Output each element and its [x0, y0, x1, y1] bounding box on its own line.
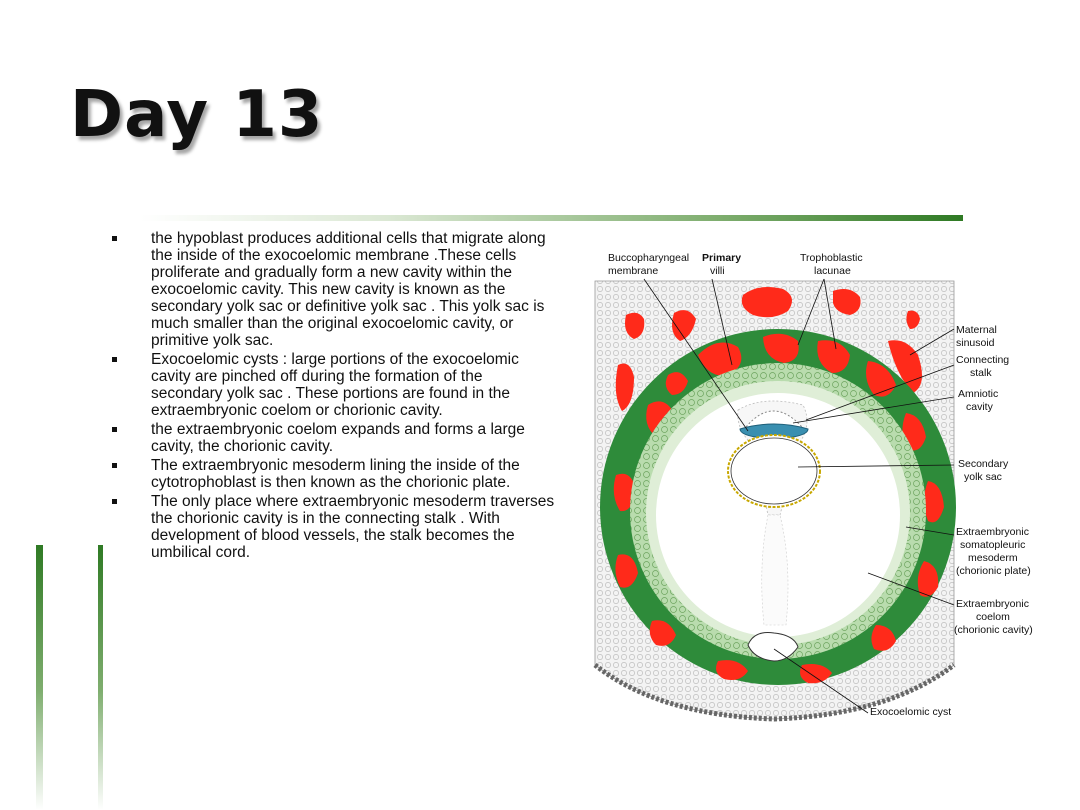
bullet-marker	[112, 463, 117, 468]
label-primary-villi-2: villi	[710, 265, 725, 277]
bullet-item	[112, 230, 557, 349]
label-primary-villi: Primary	[702, 252, 742, 264]
label-extraembryonic-coelom-3: (chorionic cavity)	[954, 624, 1033, 636]
slide-title: Day 13	[70, 78, 324, 152]
bullet-marker	[112, 499, 117, 504]
bullet-text: the hypoblast produces additional cells that migrate along the inside of the exocoelomic membrane .These cells proliferate and gradually form a new cavity within the exocoelomic cavity. This new cavity is known as the secondary yolk sac or definitive yolk sac . This yolk sac is much smaller than the original exocoelomic cavity, or primitive yolk sac.	[151, 230, 546, 349]
label-chorionic-plate-2: somatopleuric	[960, 539, 1026, 551]
label-amniotic-cavity-2: cavity	[966, 401, 993, 413]
decorative-side-bar-left	[36, 545, 43, 810]
bullet-list	[112, 230, 557, 563]
label-amniotic-cavity: Amniotic	[958, 388, 999, 400]
bullet-item	[112, 493, 557, 561]
bullet-marker	[112, 357, 117, 362]
label-chorionic-plate-3: mesoderm	[968, 552, 1018, 564]
label-extraembryonic-coelom: Extraembryonic	[956, 598, 1029, 610]
bullet-text: The only place where extraembryonic mesoderm traverses the chorionic cavity is in the connecting stalk . With development of blood vessels, the stalk becomes the umbilical cord.	[151, 493, 555, 561]
bullet-text: Exocoelomic cysts : large portions of the exocoelomic cavity are pinched off during the formation of the secondary yolk sac . These portions are found in the extraembryonic coelom or chorionic cavity.	[151, 351, 519, 419]
bullet-text: the extraembryonic coelom expands and forms a large cavity, the chorionic cavity.	[151, 421, 525, 455]
secondary-yolk-sac	[728, 435, 820, 507]
bullet-item	[112, 421, 557, 455]
label-maternal-sinusoid: Maternal	[956, 324, 997, 336]
label-buccopharyngeal-membrane: Buccopharyngeal	[608, 252, 690, 264]
label-trophoblastic-lacunae: Trophoblastic	[800, 252, 863, 264]
label-secondary-yolk-sac-2: yolk sac	[964, 471, 1002, 483]
title-divider	[140, 215, 963, 221]
label-secondary-yolk-sac: Secondary	[958, 458, 1009, 470]
label-extraembryonic-coelom-2: coelom	[976, 611, 1010, 623]
bullet-item	[112, 457, 557, 491]
bullet-text: The extraembryonic mesoderm lining the inside of the cytotrophoblast is then known as the chorionic plate.	[151, 457, 520, 491]
label-trophoblastic-lacunae-2: lacunae	[814, 265, 851, 277]
label-connecting-stalk: Connecting	[956, 354, 1010, 366]
label-exocoelomic-cyst: Exocoelomic cyst	[870, 706, 952, 718]
embryo-day13-diagram	[588, 245, 1058, 745]
label-connecting-stalk-2: stalk	[970, 367, 992, 379]
label-maternal-sinusoid-2: sinusoid	[956, 337, 995, 349]
bullet-marker	[112, 236, 117, 241]
bullet-marker	[112, 427, 117, 432]
decorative-side-bar-right	[98, 545, 103, 810]
label-buccopharyngeal-membrane-2: membrane	[608, 265, 659, 277]
label-chorionic-plate-4: (chorionic plate)	[956, 565, 1031, 577]
bullet-item	[112, 351, 557, 419]
label-chorionic-plate: Extraembryonic	[956, 526, 1029, 538]
